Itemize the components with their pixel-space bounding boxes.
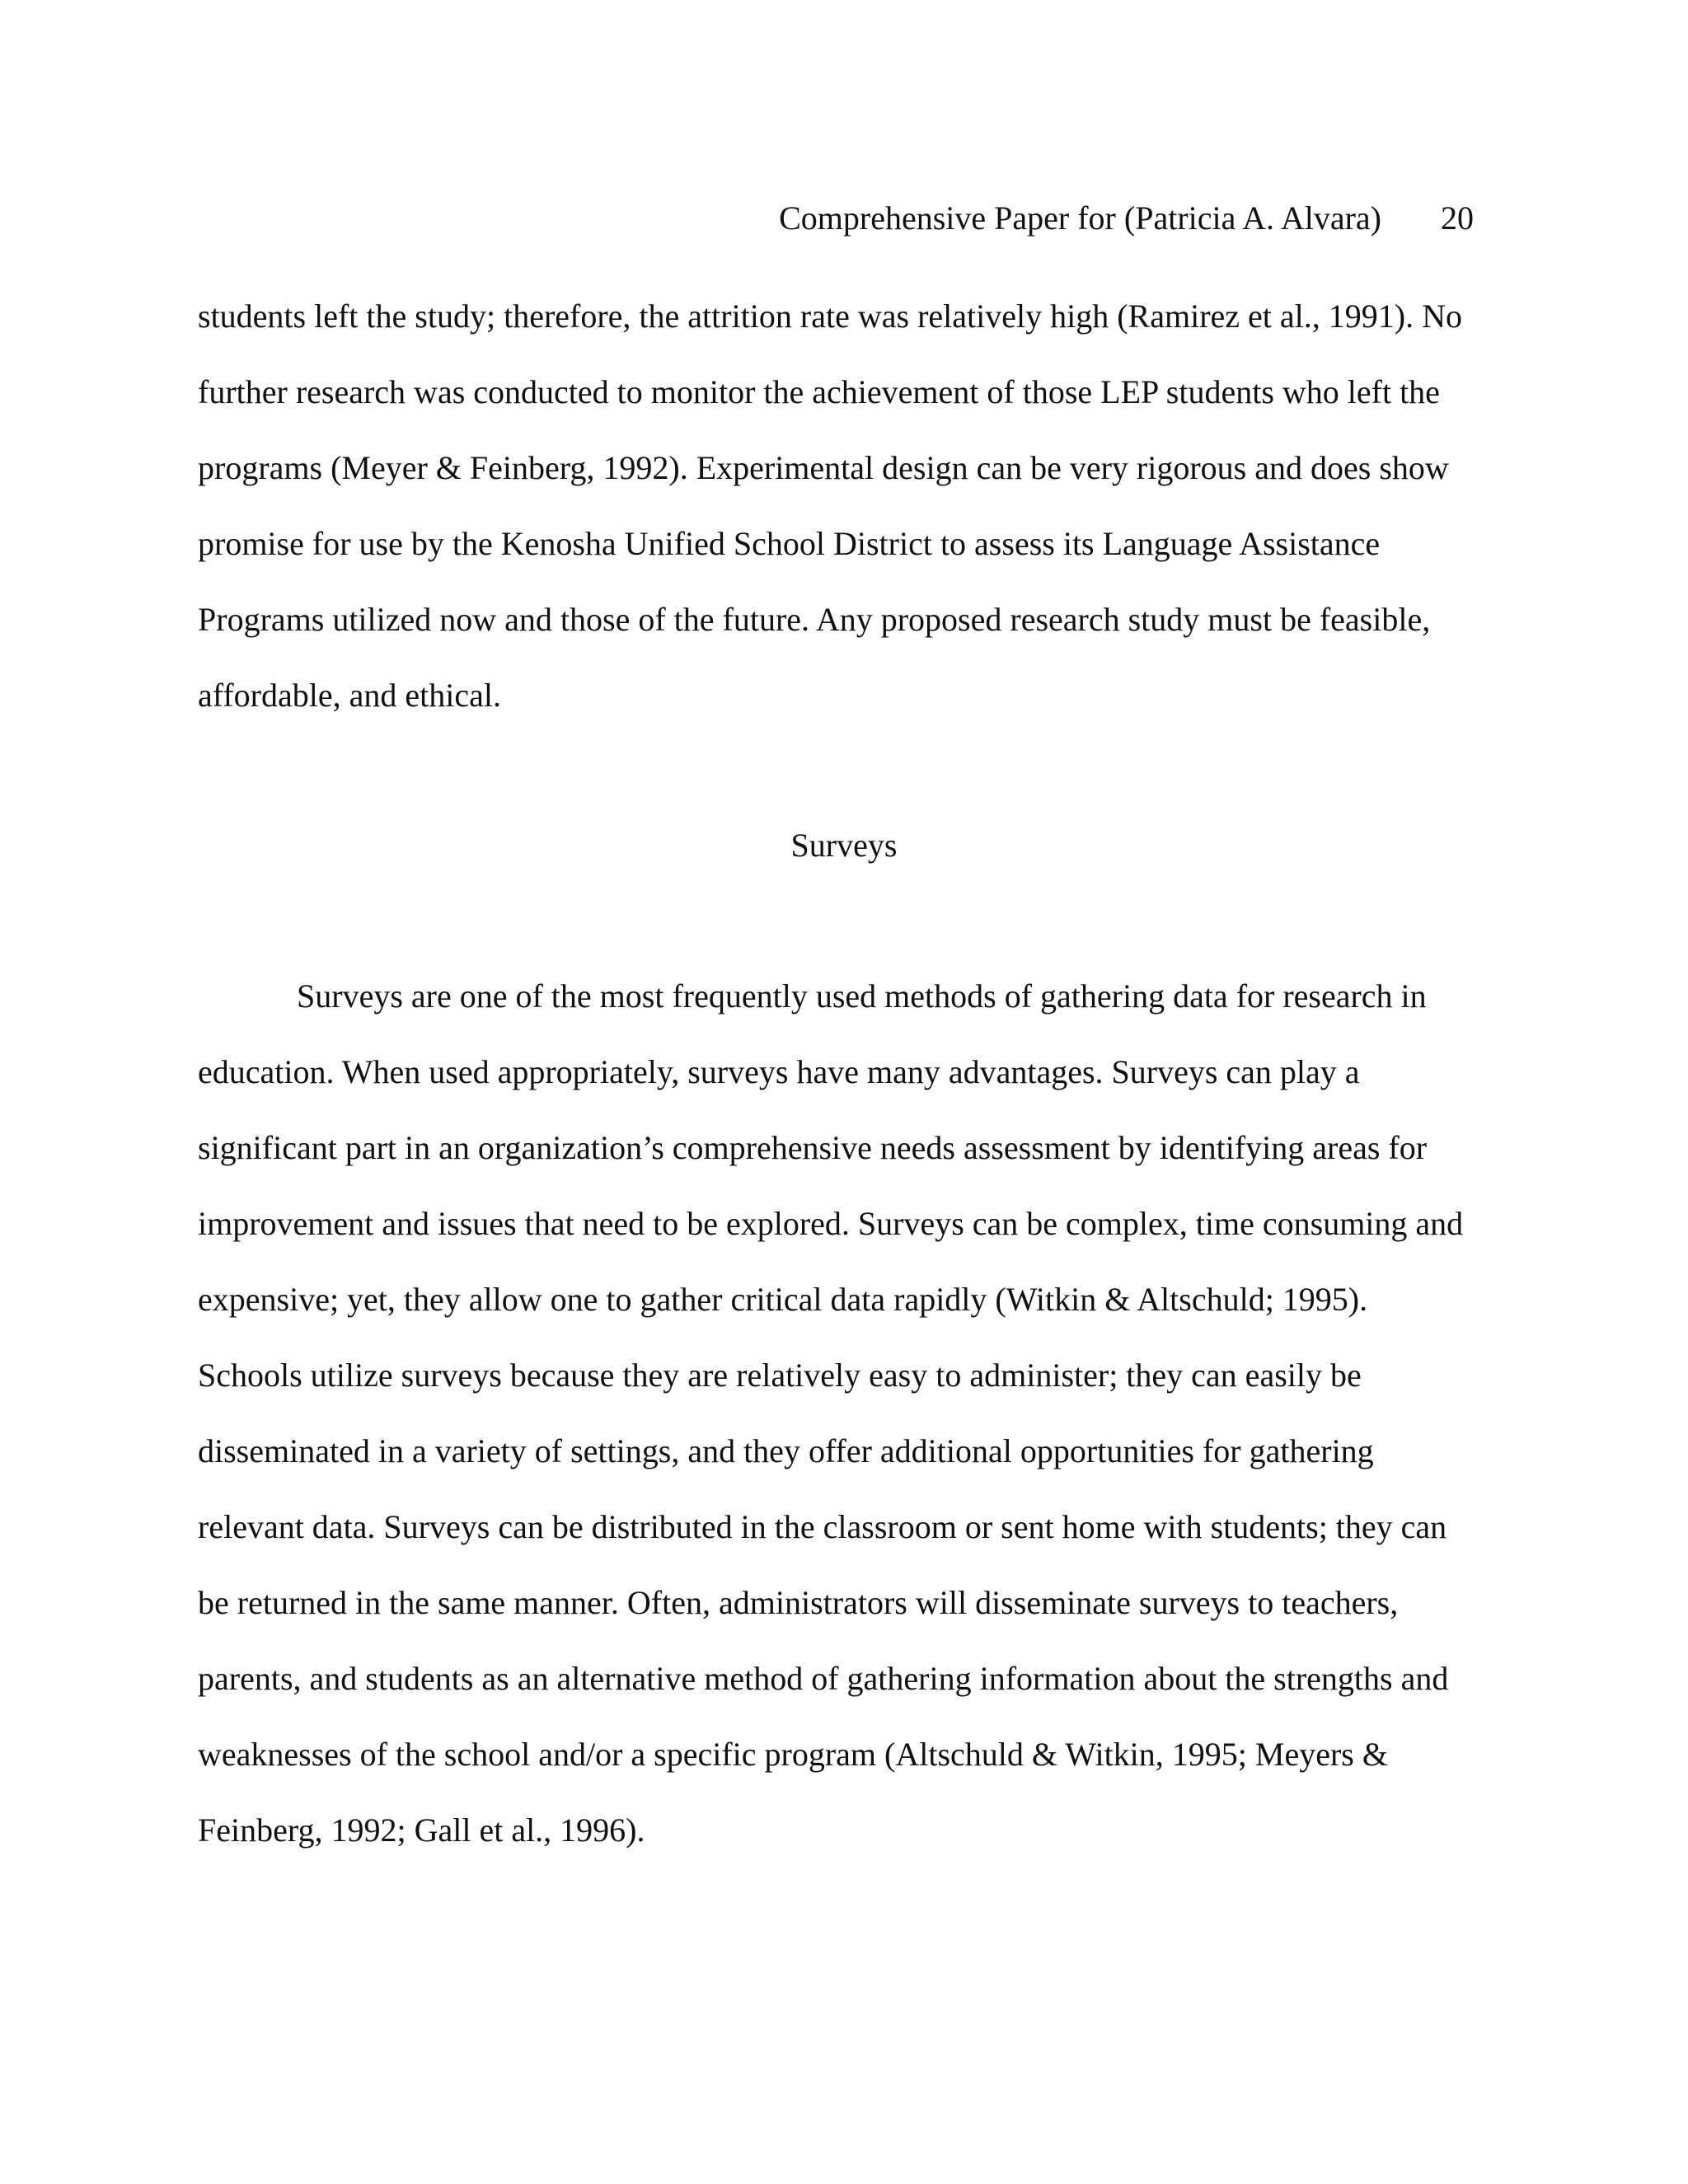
text-line: programs (Meyer & Feinberg, 1992). Experimental design can be very rigorous and does show <box>198 449 1449 486</box>
text-line: disseminated in a variety of settings, and they offer additional opportunities for gathering <box>198 1432 1374 1469</box>
text-line: improvement and issues that need to be explored. Surveys can be complex, time consuming and <box>198 1205 1464 1242</box>
text-line: be returned in the same manner. Often, administrators will disseminate surveys to teachers, <box>198 1584 1399 1621</box>
paragraph-continuation <box>198 279 1504 733</box>
text-line: students left the study; therefore, the attrition rate was relatively high (Ramirez et al., 1991). No <box>198 298 1462 335</box>
text-line: Feinberg, 1992; Gall et al., 1996). <box>198 1811 645 1849</box>
text-line: weaknesses of the school and/or a specific program (Altschuld & Witkin, 1995; Meyers & <box>198 1736 1388 1773</box>
text-line: Schools utilize surveys because they are relatively easy to administer; they can easily be <box>198 1357 1362 1394</box>
text-line: expensive; yet, they allow one to gather critical data rapidly (Witkin & Altschuld; 1995). <box>198 1281 1368 1318</box>
section-heading: Surveys <box>790 827 898 864</box>
text-line: further research was conducted to monitor the achievement of those LEP students who left the <box>198 373 1440 410</box>
running-head-title: Comprehensive Paper for (Patricia A. Alvara) <box>779 199 1381 237</box>
text-line-first: Surveys are one of the most frequently used methods of gathering data for research in <box>297 977 1427 1015</box>
paragraph-surveys <box>198 958 1504 1868</box>
text-line: affordable, and ethical. <box>198 677 501 714</box>
text-line: Programs utilized now and those of the future. Any proposed research study must be feasible, <box>198 601 1431 638</box>
text-line: education. When used appropriately, surveys have many advantages. Surveys can play a <box>198 1053 1360 1090</box>
running-head <box>779 194 1474 243</box>
text-line: promise for use by the Kenosha Unified School District to assess its Language Assistance <box>198 525 1381 562</box>
page-number: 20 <box>1441 199 1474 237</box>
text-line: relevant data. Surveys can be distributed in the classroom or sent home with students; they can <box>198 1508 1447 1545</box>
text-line: parents, and students as an alternative method of gathering information about the strengths and <box>198 1660 1449 1697</box>
text-line: significant part in an organization’s comprehensive needs assessment by identifying areas for <box>198 1129 1428 1166</box>
